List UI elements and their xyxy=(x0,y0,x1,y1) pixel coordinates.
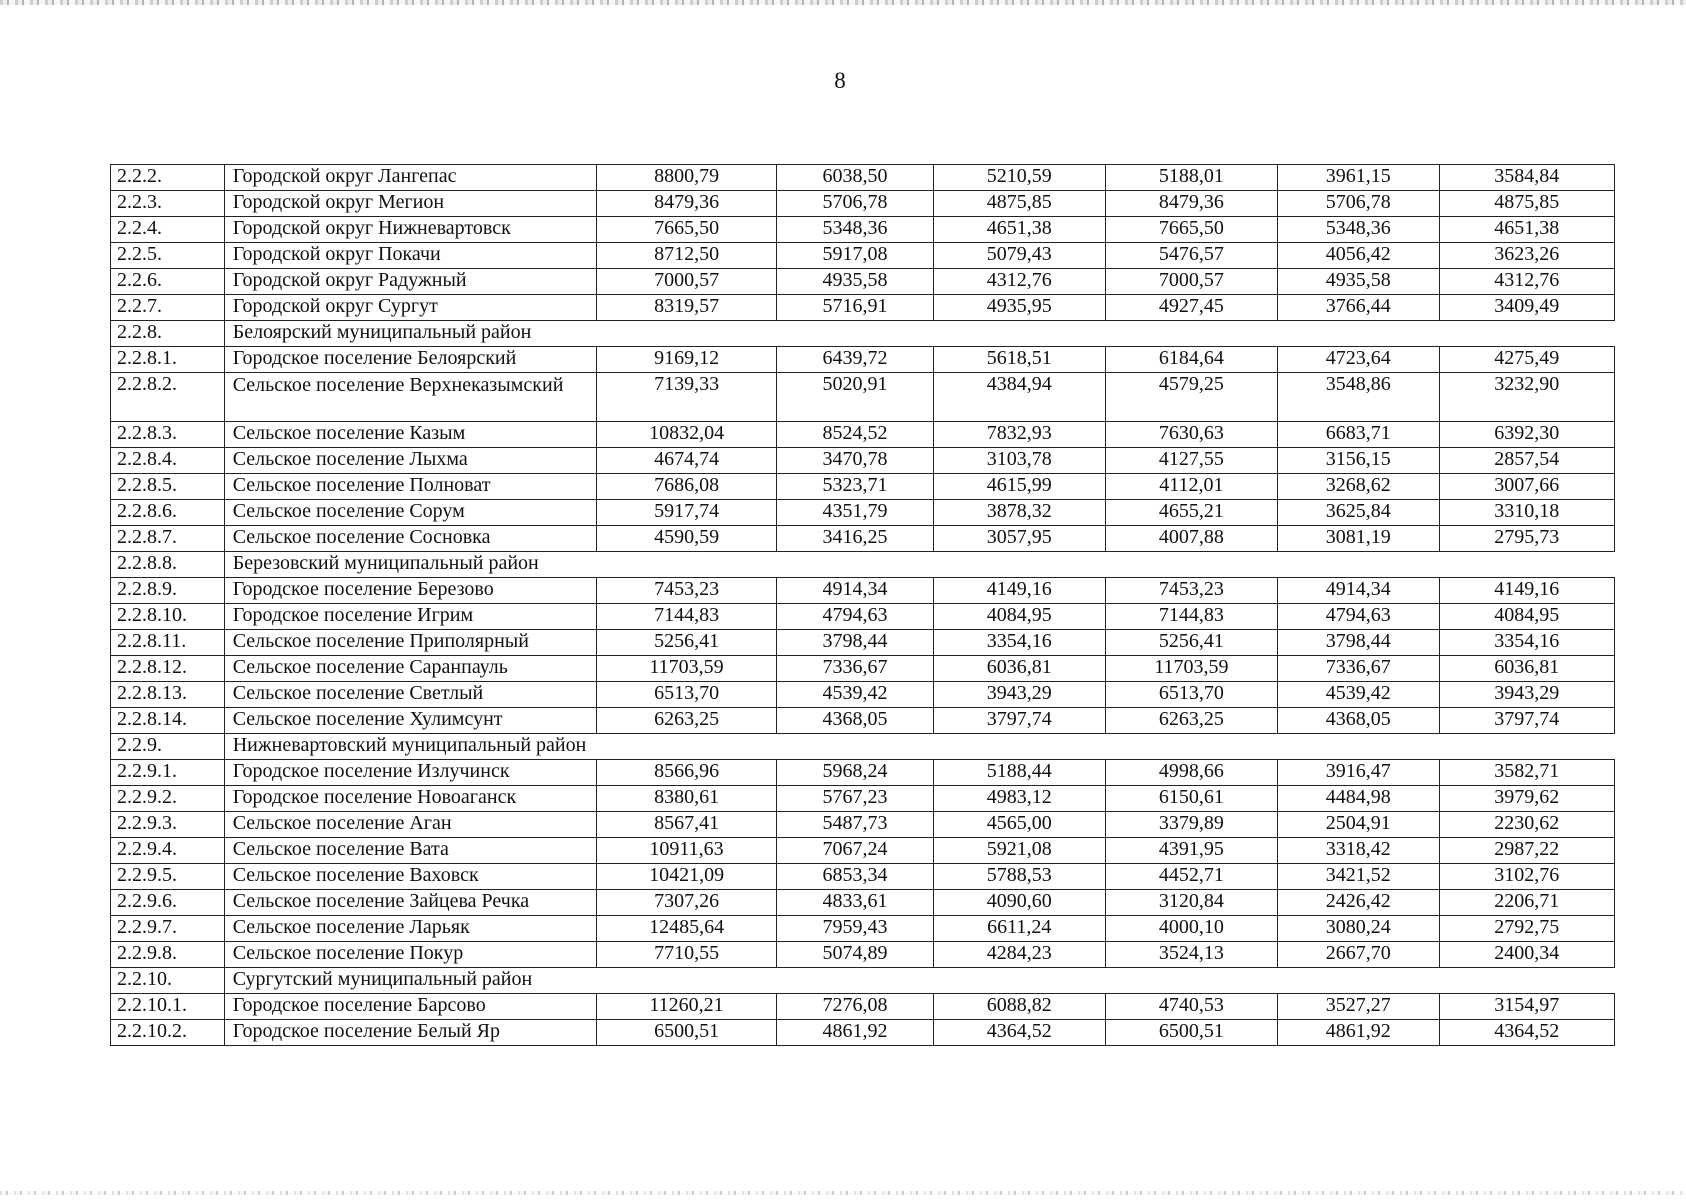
value-cell-col2: 4935,58 xyxy=(777,269,933,295)
value-cell-col2: 5706,78 xyxy=(777,191,933,217)
row-code: 2.2.5. xyxy=(111,243,225,269)
row-code: 2.2.10.2. xyxy=(111,1020,225,1046)
value-cell-col6: 2400,34 xyxy=(1439,942,1614,968)
value-cell-col1: 7686,08 xyxy=(596,474,777,500)
value-cell-col5: 3156,15 xyxy=(1278,448,1440,474)
value-cell-col3: 3057,95 xyxy=(933,526,1105,552)
value-cell-col2: 3470,78 xyxy=(777,448,933,474)
value-cell-col3: 4084,95 xyxy=(933,604,1105,630)
value-cell-col2: 7959,43 xyxy=(777,916,933,942)
value-cell-col1: 8712,50 xyxy=(596,243,777,269)
row-code: 2.2.8.11. xyxy=(111,630,225,656)
value-cell-col5: 7336,67 xyxy=(1278,656,1440,682)
row-code: 2.2.9.4. xyxy=(111,838,225,864)
value-cell-col4: 3379,89 xyxy=(1105,812,1277,838)
value-cell-col3: 4090,60 xyxy=(933,890,1105,916)
value-cell-col5: 4056,42 xyxy=(1278,243,1440,269)
value-cell-col5: 2426,42 xyxy=(1278,890,1440,916)
row-code: 2.2.10.1. xyxy=(111,994,225,1020)
value-cell-col4: 4127,55 xyxy=(1105,448,1277,474)
value-cell-col3: 4875,85 xyxy=(933,191,1105,217)
value-cell-col6: 4651,38 xyxy=(1439,217,1614,243)
value-cell-col1: 12485,64 xyxy=(596,916,777,942)
row-name: Сельское поселение Светлый xyxy=(224,682,596,708)
page-number: 8 xyxy=(834,68,846,93)
value-cell-col3: 4983,12 xyxy=(933,786,1105,812)
value-cell-col3: 4565,00 xyxy=(933,812,1105,838)
value-cell-col1: 8566,96 xyxy=(596,760,777,786)
value-cell-col2: 3416,25 xyxy=(777,526,933,552)
value-cell-col3: 3878,32 xyxy=(933,500,1105,526)
value-cell-col1: 10421,09 xyxy=(596,864,777,890)
value-cell-col3: 4149,16 xyxy=(933,578,1105,604)
row-code: 2.2.8.1. xyxy=(111,347,225,373)
row-name: Сельское поселение Саранпауль xyxy=(224,656,596,682)
value-cell-col4: 6500,51 xyxy=(1105,1020,1277,1046)
value-cell-col4: 7665,50 xyxy=(1105,217,1277,243)
value-cell-col6: 3623,26 xyxy=(1439,243,1614,269)
section-row xyxy=(111,734,1615,760)
row-name: Сельское поселение Вата xyxy=(224,838,596,864)
value-cell-col3: 5210,59 xyxy=(933,165,1105,191)
row-code: 2.2.4. xyxy=(111,217,225,243)
value-cell-col2: 5323,71 xyxy=(777,474,933,500)
value-cell-col4: 4998,66 xyxy=(1105,760,1277,786)
row-name: Городское поселение Барсово xyxy=(224,994,596,1020)
row-name: Сельское поселение Приполярный xyxy=(224,630,596,656)
value-cell-col2: 4914,34 xyxy=(777,578,933,604)
value-cell-col4: 4452,71 xyxy=(1105,864,1277,890)
value-cell-col2: 4368,05 xyxy=(777,708,933,734)
value-cell-col6: 4875,85 xyxy=(1439,191,1614,217)
value-cell-col1: 11260,21 xyxy=(596,994,777,1020)
tariff-table xyxy=(110,164,1615,1046)
value-cell-col4: 7453,23 xyxy=(1105,578,1277,604)
row-code: 2.2.2. xyxy=(111,165,225,191)
value-cell-col1: 9169,12 xyxy=(596,347,777,373)
row-code: 2.2.8.5. xyxy=(111,474,225,500)
value-cell-col2: 4794,63 xyxy=(777,604,933,630)
row-name: Городской округ Радужный xyxy=(224,269,596,295)
table-row xyxy=(111,838,1615,864)
value-cell-col6: 4084,95 xyxy=(1439,604,1614,630)
value-cell-col6: 6392,30 xyxy=(1439,422,1614,448)
value-cell-col1: 7453,23 xyxy=(596,578,777,604)
value-cell-col2: 5716,91 xyxy=(777,295,933,321)
value-cell-col4: 4391,95 xyxy=(1105,838,1277,864)
row-code: 2.2.9.1. xyxy=(111,760,225,786)
value-cell-col6: 2792,75 xyxy=(1439,916,1614,942)
value-cell-col4: 4579,25 xyxy=(1105,373,1277,422)
row-name: Сельское поселение Казым xyxy=(224,422,596,448)
row-name: Сельское поселение Полноват xyxy=(224,474,596,500)
row-code: 2.2.8.6. xyxy=(111,500,225,526)
section-row xyxy=(111,321,1615,347)
value-cell-col3: 3797,74 xyxy=(933,708,1105,734)
row-code: 2.2.9.3. xyxy=(111,812,225,838)
value-cell-col3: 4935,95 xyxy=(933,295,1105,321)
value-cell-col3: 5921,08 xyxy=(933,838,1105,864)
value-cell-col1: 10911,63 xyxy=(596,838,777,864)
value-cell-col3: 5079,43 xyxy=(933,243,1105,269)
value-cell-col1: 5917,74 xyxy=(596,500,777,526)
value-cell-col3: 5618,51 xyxy=(933,347,1105,373)
row-name: Сельское поселение Зайцева Речка xyxy=(224,890,596,916)
value-cell-col1: 7665,50 xyxy=(596,217,777,243)
table-row xyxy=(111,812,1615,838)
table-row xyxy=(111,1020,1615,1046)
table-row xyxy=(111,864,1615,890)
value-cell-col1: 6513,70 xyxy=(596,682,777,708)
row-code: 2.2.8.14. xyxy=(111,708,225,734)
value-cell-col2: 3798,44 xyxy=(777,630,933,656)
value-cell-col6: 3943,29 xyxy=(1439,682,1614,708)
section-title: Белоярский муниципальный район xyxy=(224,321,1614,347)
value-cell-col5: 3625,84 xyxy=(1278,500,1440,526)
row-name: Городское поселение Белый Яр xyxy=(224,1020,596,1046)
row-name: Городской округ Нижневартовск xyxy=(224,217,596,243)
section-title: Березовский муниципальный район xyxy=(224,552,1614,578)
section-row xyxy=(111,552,1615,578)
row-name: Городской округ Лангепас xyxy=(224,165,596,191)
value-cell-col4: 4655,21 xyxy=(1105,500,1277,526)
row-code: 2.2.8.2. xyxy=(111,373,225,422)
value-cell-col5: 4723,64 xyxy=(1278,347,1440,373)
value-cell-col1: 8567,41 xyxy=(596,812,777,838)
table-row xyxy=(111,448,1615,474)
value-cell-col3: 3943,29 xyxy=(933,682,1105,708)
value-cell-col5: 3798,44 xyxy=(1278,630,1440,656)
value-cell-col6: 4149,16 xyxy=(1439,578,1614,604)
row-code: 2.2.9. xyxy=(111,734,225,760)
value-cell-col3: 6088,82 xyxy=(933,994,1105,1020)
value-cell-col5: 3421,52 xyxy=(1278,864,1440,890)
value-cell-col4: 11703,59 xyxy=(1105,656,1277,682)
value-cell-col5: 4368,05 xyxy=(1278,708,1440,734)
row-code: 2.2.6. xyxy=(111,269,225,295)
value-cell-col5: 4935,58 xyxy=(1278,269,1440,295)
value-cell-col1: 5256,41 xyxy=(596,630,777,656)
value-cell-col4: 4740,53 xyxy=(1105,994,1277,1020)
value-cell-col6: 3354,16 xyxy=(1439,630,1614,656)
row-code: 2.2.9.2. xyxy=(111,786,225,812)
table-row xyxy=(111,474,1615,500)
row-code: 2.2.8.12. xyxy=(111,656,225,682)
table-row xyxy=(111,786,1615,812)
table-row xyxy=(111,243,1615,269)
value-cell-col2: 5767,23 xyxy=(777,786,933,812)
value-cell-col1: 4674,74 xyxy=(596,448,777,474)
value-cell-col1: 11703,59 xyxy=(596,656,777,682)
row-name: Городское поселение Излучинск xyxy=(224,760,596,786)
value-cell-col5: 3548,86 xyxy=(1278,373,1440,422)
value-cell-col4: 6150,61 xyxy=(1105,786,1277,812)
value-cell-col2: 5348,36 xyxy=(777,217,933,243)
value-cell-col2: 6853,34 xyxy=(777,864,933,890)
row-code: 2.2.3. xyxy=(111,191,225,217)
row-name: Сельское поселение Покур xyxy=(224,942,596,968)
value-cell-col2: 5968,24 xyxy=(777,760,933,786)
value-cell-col5: 4861,92 xyxy=(1278,1020,1440,1046)
value-cell-col4: 7000,57 xyxy=(1105,269,1277,295)
table-row xyxy=(111,630,1615,656)
value-cell-col4: 5476,57 xyxy=(1105,243,1277,269)
section-title: Нижневартовский муниципальный район xyxy=(224,734,1614,760)
row-name: Городское поселение Белоярский xyxy=(224,347,596,373)
row-name: Городское поселение Игрим xyxy=(224,604,596,630)
table-row xyxy=(111,526,1615,552)
row-name: Городской округ Сургут xyxy=(224,295,596,321)
value-cell-col5: 4539,42 xyxy=(1278,682,1440,708)
row-code: 2.2.8.9. xyxy=(111,578,225,604)
value-cell-col4: 6184,64 xyxy=(1105,347,1277,373)
value-cell-col5: 3527,27 xyxy=(1278,994,1440,1020)
value-cell-col1: 7144,83 xyxy=(596,604,777,630)
value-cell-col6: 3154,97 xyxy=(1439,994,1614,1020)
row-name: Сельское поселение Лыхма xyxy=(224,448,596,474)
value-cell-col6: 6036,81 xyxy=(1439,656,1614,682)
value-cell-col4: 3524,13 xyxy=(1105,942,1277,968)
value-cell-col5: 3916,47 xyxy=(1278,760,1440,786)
value-cell-col6: 3409,49 xyxy=(1439,295,1614,321)
value-cell-col3: 3354,16 xyxy=(933,630,1105,656)
row-name: Сельское поселение Сосновка xyxy=(224,526,596,552)
value-cell-col2: 7336,67 xyxy=(777,656,933,682)
value-cell-col3: 5188,44 xyxy=(933,760,1105,786)
value-cell-col6: 3582,71 xyxy=(1439,760,1614,786)
value-cell-col5: 2667,70 xyxy=(1278,942,1440,968)
value-cell-col5: 4484,98 xyxy=(1278,786,1440,812)
value-cell-col5: 3961,15 xyxy=(1278,165,1440,191)
table-row xyxy=(111,217,1615,243)
value-cell-col1: 7710,55 xyxy=(596,942,777,968)
value-cell-col4: 4000,10 xyxy=(1105,916,1277,942)
value-cell-col6: 3102,76 xyxy=(1439,864,1614,890)
value-cell-col6: 2795,73 xyxy=(1439,526,1614,552)
value-cell-col6: 2206,71 xyxy=(1439,890,1614,916)
value-cell-col5: 2504,91 xyxy=(1278,812,1440,838)
row-name: Сельское поселение Сорум xyxy=(224,500,596,526)
value-cell-col6: 4364,52 xyxy=(1439,1020,1614,1046)
table-row xyxy=(111,500,1615,526)
value-cell-col1: 8380,61 xyxy=(596,786,777,812)
value-cell-col1: 8800,79 xyxy=(596,165,777,191)
value-cell-col1: 8319,57 xyxy=(596,295,777,321)
value-cell-col3: 4364,52 xyxy=(933,1020,1105,1046)
value-cell-col6: 4275,49 xyxy=(1439,347,1614,373)
row-name: Сельское поселение Хулимсунт xyxy=(224,708,596,734)
value-cell-col1: 7307,26 xyxy=(596,890,777,916)
value-cell-col2: 7067,24 xyxy=(777,838,933,864)
value-cell-col4: 7144,83 xyxy=(1105,604,1277,630)
value-cell-col4: 5256,41 xyxy=(1105,630,1277,656)
scan-edge-bottom xyxy=(0,1191,1686,1195)
value-cell-col2: 4833,61 xyxy=(777,890,933,916)
row-code: 2.2.8.8. xyxy=(111,552,225,578)
row-code: 2.2.9.7. xyxy=(111,916,225,942)
value-cell-col3: 4615,99 xyxy=(933,474,1105,500)
value-cell-col6: 2230,62 xyxy=(1439,812,1614,838)
table-row xyxy=(111,942,1615,968)
value-cell-col1: 8479,36 xyxy=(596,191,777,217)
row-code: 2.2.8.4. xyxy=(111,448,225,474)
value-cell-col3: 6611,24 xyxy=(933,916,1105,942)
table-row xyxy=(111,295,1615,321)
value-cell-col4: 6263,25 xyxy=(1105,708,1277,734)
value-cell-col4: 3120,84 xyxy=(1105,890,1277,916)
value-cell-col2: 8524,52 xyxy=(777,422,933,448)
table-row xyxy=(111,269,1615,295)
row-name: Городское поселение Новоаганск xyxy=(224,786,596,812)
row-name: Городской округ Мегион xyxy=(224,191,596,217)
table-row xyxy=(111,165,1615,191)
value-cell-col3: 4284,23 xyxy=(933,942,1105,968)
row-code: 2.2.8.13. xyxy=(111,682,225,708)
table-body xyxy=(111,165,1615,1046)
value-cell-col6: 3007,66 xyxy=(1439,474,1614,500)
row-name: Сельское поселение Аган xyxy=(224,812,596,838)
table-row xyxy=(111,708,1615,734)
table-row xyxy=(111,578,1615,604)
row-code: 2.2.9.8. xyxy=(111,942,225,968)
table-row xyxy=(111,347,1615,373)
row-code: 2.2.8.10. xyxy=(111,604,225,630)
value-cell-col5: 3268,62 xyxy=(1278,474,1440,500)
value-cell-col4: 4112,01 xyxy=(1105,474,1277,500)
value-cell-col6: 3797,74 xyxy=(1439,708,1614,734)
row-code: 2.2.9.5. xyxy=(111,864,225,890)
value-cell-col2: 7276,08 xyxy=(777,994,933,1020)
table-row xyxy=(111,682,1615,708)
table-row xyxy=(111,604,1615,630)
section-row xyxy=(111,968,1615,994)
value-cell-col5: 3766,44 xyxy=(1278,295,1440,321)
value-cell-col3: 5788,53 xyxy=(933,864,1105,890)
value-cell-col4: 4927,45 xyxy=(1105,295,1277,321)
row-name: Городской округ Покачи xyxy=(224,243,596,269)
row-name: Сельское поселение Ваховск xyxy=(224,864,596,890)
value-cell-col5: 6683,71 xyxy=(1278,422,1440,448)
row-code: 2.2.8.7. xyxy=(111,526,225,552)
row-code: 2.2.7. xyxy=(111,295,225,321)
value-cell-col1: 4590,59 xyxy=(596,526,777,552)
value-cell-col5: 4914,34 xyxy=(1278,578,1440,604)
value-cell-col5: 5706,78 xyxy=(1278,191,1440,217)
table-row xyxy=(111,191,1615,217)
value-cell-col6: 3232,90 xyxy=(1439,373,1614,422)
table-row xyxy=(111,760,1615,786)
value-cell-col3: 4312,76 xyxy=(933,269,1105,295)
value-cell-col3: 6036,81 xyxy=(933,656,1105,682)
table-row xyxy=(111,916,1615,942)
value-cell-col1: 7139,33 xyxy=(596,373,777,422)
value-cell-col6: 3584,84 xyxy=(1439,165,1614,191)
row-code: 2.2.9.6. xyxy=(111,890,225,916)
table-row xyxy=(111,422,1615,448)
value-cell-col4: 5188,01 xyxy=(1105,165,1277,191)
value-cell-col1: 10832,04 xyxy=(596,422,777,448)
value-cell-col6: 3310,18 xyxy=(1439,500,1614,526)
section-title: Сургутский муниципальный район xyxy=(224,968,1614,994)
scan-edge-top xyxy=(0,0,1686,5)
table-row xyxy=(111,994,1615,1020)
value-cell-col3: 4651,38 xyxy=(933,217,1105,243)
value-cell-col1: 6263,25 xyxy=(596,708,777,734)
value-cell-col5: 3318,42 xyxy=(1278,838,1440,864)
value-cell-col6: 2857,54 xyxy=(1439,448,1614,474)
value-cell-col2: 5487,73 xyxy=(777,812,933,838)
table-row xyxy=(111,890,1615,916)
value-cell-col6: 4312,76 xyxy=(1439,269,1614,295)
row-name: Городское поселение Березово xyxy=(224,578,596,604)
row-code: 2.2.8.3. xyxy=(111,422,225,448)
value-cell-col3: 7832,93 xyxy=(933,422,1105,448)
value-cell-col3: 4384,94 xyxy=(933,373,1105,422)
row-name: Сельское поселение Верхнеказымский xyxy=(224,373,596,422)
value-cell-col1: 6500,51 xyxy=(596,1020,777,1046)
value-cell-col2: 5074,89 xyxy=(777,942,933,968)
value-cell-col4: 8479,36 xyxy=(1105,191,1277,217)
value-cell-col5: 4794,63 xyxy=(1278,604,1440,630)
value-cell-col2: 4351,79 xyxy=(777,500,933,526)
value-cell-col6: 2987,22 xyxy=(1439,838,1614,864)
row-code: 2.2.10. xyxy=(111,968,225,994)
value-cell-col2: 5917,08 xyxy=(777,243,933,269)
row-name: Сельское поселение Ларьяк xyxy=(224,916,596,942)
value-cell-col4: 4007,88 xyxy=(1105,526,1277,552)
table-row xyxy=(111,373,1615,422)
value-cell-col2: 4861,92 xyxy=(777,1020,933,1046)
value-cell-col2: 5020,91 xyxy=(777,373,933,422)
table-row xyxy=(111,656,1615,682)
value-cell-col6: 3979,62 xyxy=(1439,786,1614,812)
value-cell-col4: 6513,70 xyxy=(1105,682,1277,708)
value-cell-col5: 3080,24 xyxy=(1278,916,1440,942)
value-cell-col2: 4539,42 xyxy=(777,682,933,708)
value-cell-col5: 5348,36 xyxy=(1278,217,1440,243)
row-code: 2.2.8. xyxy=(111,321,225,347)
value-cell-col1: 7000,57 xyxy=(596,269,777,295)
value-cell-col2: 6038,50 xyxy=(777,165,933,191)
value-cell-col4: 7630,63 xyxy=(1105,422,1277,448)
value-cell-col2: 6439,72 xyxy=(777,347,933,373)
value-cell-col3: 3103,78 xyxy=(933,448,1105,474)
value-cell-col5: 3081,19 xyxy=(1278,526,1440,552)
